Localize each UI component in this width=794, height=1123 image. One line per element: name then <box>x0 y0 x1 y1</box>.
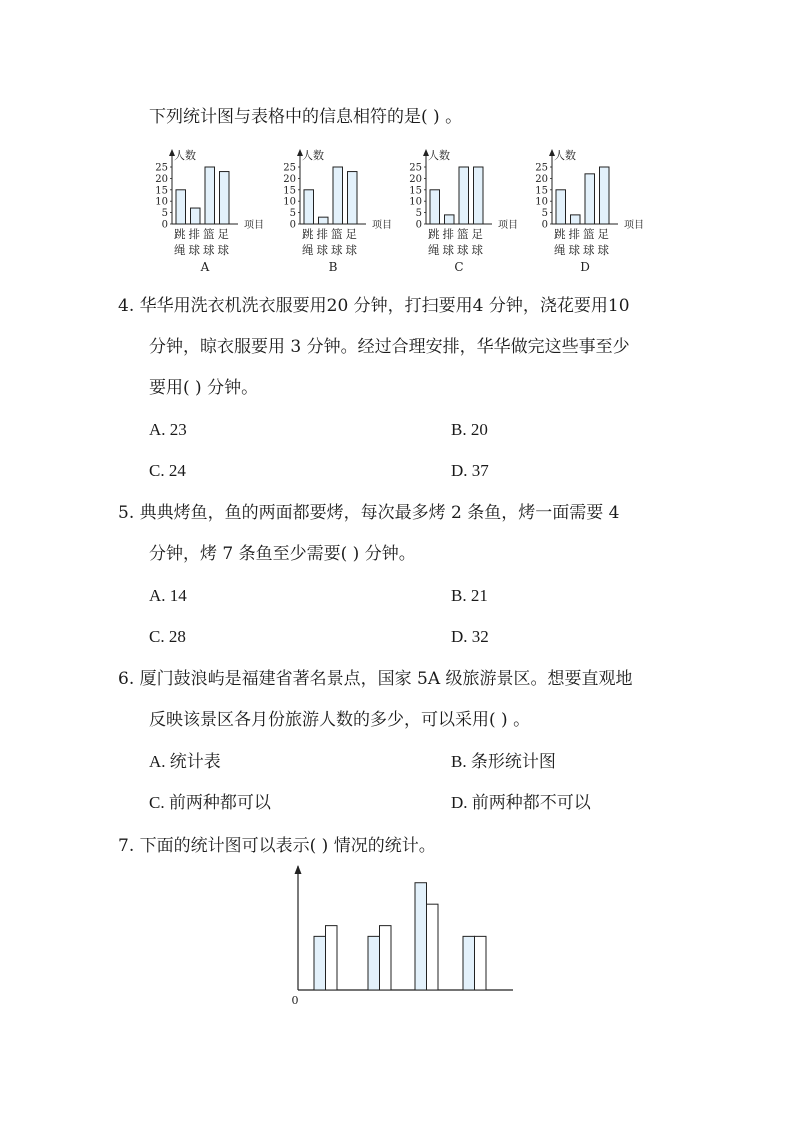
chart-a <box>140 146 280 276</box>
x-axis-label: 项目 <box>498 220 518 231</box>
q4-option-b[interactable]: B. 20 <box>451 420 488 439</box>
category-label: 跳 <box>554 227 566 241</box>
y-axis-label: 人数 <box>174 149 196 162</box>
category-label: 篮 <box>331 227 343 241</box>
x-axis-label: 项目 <box>372 220 392 231</box>
chart-letter: A <box>200 260 210 274</box>
bar-shaded <box>368 936 380 990</box>
category-label: 绳 <box>302 243 314 257</box>
q7-stem: 7. 下面的统计图可以表示( ) 情况的统计。 <box>118 836 436 856</box>
q4-line-3: 要用( ) 分钟。 <box>149 378 259 398</box>
y-tick-label: 15 <box>409 185 422 197</box>
y-tick-label: 25 <box>535 162 548 174</box>
y-tick-label: 0 <box>161 219 168 231</box>
category-label: 球 <box>457 243 469 257</box>
bar <box>600 167 610 224</box>
category-label: 球 <box>471 243 483 257</box>
q4-line-2: 分钟，晾衣服要用 3 分钟。经过合理安排，华华做完这些事至少 <box>149 337 630 357</box>
q7-chart <box>280 862 530 1012</box>
bar <box>191 208 201 224</box>
y-tick-label: 25 <box>409 162 422 174</box>
bar <box>571 215 581 224</box>
category-label: 足 <box>345 227 357 241</box>
bar <box>205 167 215 224</box>
category-label: 球 <box>345 243 357 257</box>
bar-white <box>380 926 392 990</box>
bar <box>459 167 469 224</box>
bar-white <box>326 926 338 990</box>
category-label: 球 <box>316 243 328 257</box>
category-label: 球 <box>568 243 580 257</box>
category-label: 排 <box>442 227 454 241</box>
y-tick-label: 0 <box>289 219 296 231</box>
category-label: 篮 <box>583 227 595 241</box>
chart-letter: D <box>580 260 590 274</box>
category-label: 跳 <box>428 227 440 241</box>
y-tick-label: 15 <box>155 185 168 197</box>
category-label: 排 <box>188 227 200 241</box>
q6-option-b[interactable]: B. 条形统计图 <box>451 752 556 771</box>
bar-shaded <box>463 936 475 990</box>
q4-line-1: 4. 华华用洗衣机洗衣服要用20 分钟，打扫要用4 分钟，浇花要用10 <box>118 296 630 316</box>
q5-line-1: 5. 典典烤鱼，鱼的两面都要烤，每次最多烤 2 条鱼，烤一面需要 4 <box>118 503 620 523</box>
bar-shaded <box>314 936 326 990</box>
y-tick-label: 20 <box>155 173 168 185</box>
origin-label: 0 <box>291 994 299 1007</box>
y-tick-label: 10 <box>409 196 422 208</box>
q5-option-d[interactable]: D. 32 <box>451 627 489 646</box>
chart-letter: C <box>454 260 464 274</box>
category-label: 球 <box>217 243 229 257</box>
q4-option-c[interactable]: C. 24 <box>149 461 186 480</box>
category-label: 排 <box>568 227 580 241</box>
category-label: 球 <box>597 243 609 257</box>
category-label: 跳 <box>174 227 186 241</box>
category-label: 球 <box>203 243 215 257</box>
y-tick-label: 10 <box>283 196 296 208</box>
category-label: 绳 <box>428 243 440 257</box>
category-label: 跳 <box>302 227 314 241</box>
y-tick-label: 5 <box>289 208 296 220</box>
category-label: 球 <box>188 243 200 257</box>
chart-c <box>394 146 534 276</box>
q6-option-a[interactable]: A. 统计表 <box>149 752 221 771</box>
q4-option-a[interactable]: A. 23 <box>149 420 187 439</box>
bar <box>304 190 314 224</box>
q6-option-d[interactable]: D. 前两种都不可以 <box>451 793 591 812</box>
category-label: 篮 <box>457 227 469 241</box>
q5-option-c[interactable]: C. 28 <box>149 627 186 646</box>
y-tick-label: 15 <box>283 185 296 197</box>
category-label: 球 <box>442 243 454 257</box>
q5-option-a[interactable]: A. 14 <box>149 586 187 605</box>
y-tick-label: 10 <box>155 196 168 208</box>
q5-option-b[interactable]: B. 21 <box>451 586 488 605</box>
y-tick-label: 5 <box>415 208 422 220</box>
y-tick-label: 20 <box>409 173 422 185</box>
bar <box>176 190 186 224</box>
y-tick-label: 0 <box>415 219 422 231</box>
category-label: 足 <box>471 227 483 241</box>
y-tick-label: 25 <box>283 162 296 174</box>
x-axis-label: 项目 <box>624 220 644 231</box>
bar-white <box>475 936 487 990</box>
y-tick-label: 0 <box>541 219 548 231</box>
bar <box>220 172 230 224</box>
bar <box>556 190 566 224</box>
q6-line-2: 反映该景区各月份旅游人数的多少，可以采用( ) 。 <box>149 710 531 730</box>
y-axis-label: 人数 <box>302 149 324 162</box>
y-axis-label: 人数 <box>428 149 450 162</box>
y-tick-label: 20 <box>283 173 296 185</box>
y-axis-label: 人数 <box>554 149 576 162</box>
y-axis-arrow <box>295 865 302 874</box>
y-tick-label: 10 <box>535 196 548 208</box>
q3-stem: 下列统计图与表格中的信息相符的是( ) 。 <box>149 107 463 127</box>
y-tick-label: 5 <box>161 208 168 220</box>
bar <box>474 167 484 224</box>
q6-line-1: 6. 厦门鼓浪屿是福建省著名景点，国家 5A 级旅游景区。想要直观地 <box>118 669 633 689</box>
x-axis-label: 项目 <box>244 220 264 231</box>
y-tick-label: 15 <box>535 185 548 197</box>
bar-shaded <box>415 883 427 990</box>
bar-white <box>427 904 439 990</box>
bar <box>585 174 595 224</box>
category-label: 球 <box>331 243 343 257</box>
bar <box>333 167 343 224</box>
chart-d <box>520 146 660 276</box>
category-label: 足 <box>597 227 609 241</box>
y-tick-label: 20 <box>535 173 548 185</box>
bar <box>348 172 358 224</box>
chart-letter: B <box>328 260 338 274</box>
category-label: 排 <box>316 227 328 241</box>
category-label: 绳 <box>174 243 186 257</box>
category-label: 球 <box>583 243 595 257</box>
category-label: 篮 <box>203 227 215 241</box>
q4-option-d[interactable]: D. 37 <box>451 461 489 480</box>
chart-b <box>268 146 408 276</box>
category-label: 足 <box>217 227 229 241</box>
bar <box>445 215 455 224</box>
y-tick-label: 5 <box>541 208 548 220</box>
q6-option-c[interactable]: C. 前两种都可以 <box>149 793 271 812</box>
category-label: 绳 <box>554 243 566 257</box>
bar <box>430 190 440 224</box>
q5-line-2: 分钟，烤 7 条鱼至少需要( ) 分钟。 <box>149 544 416 564</box>
bar <box>319 217 329 224</box>
y-tick-label: 25 <box>155 162 168 174</box>
